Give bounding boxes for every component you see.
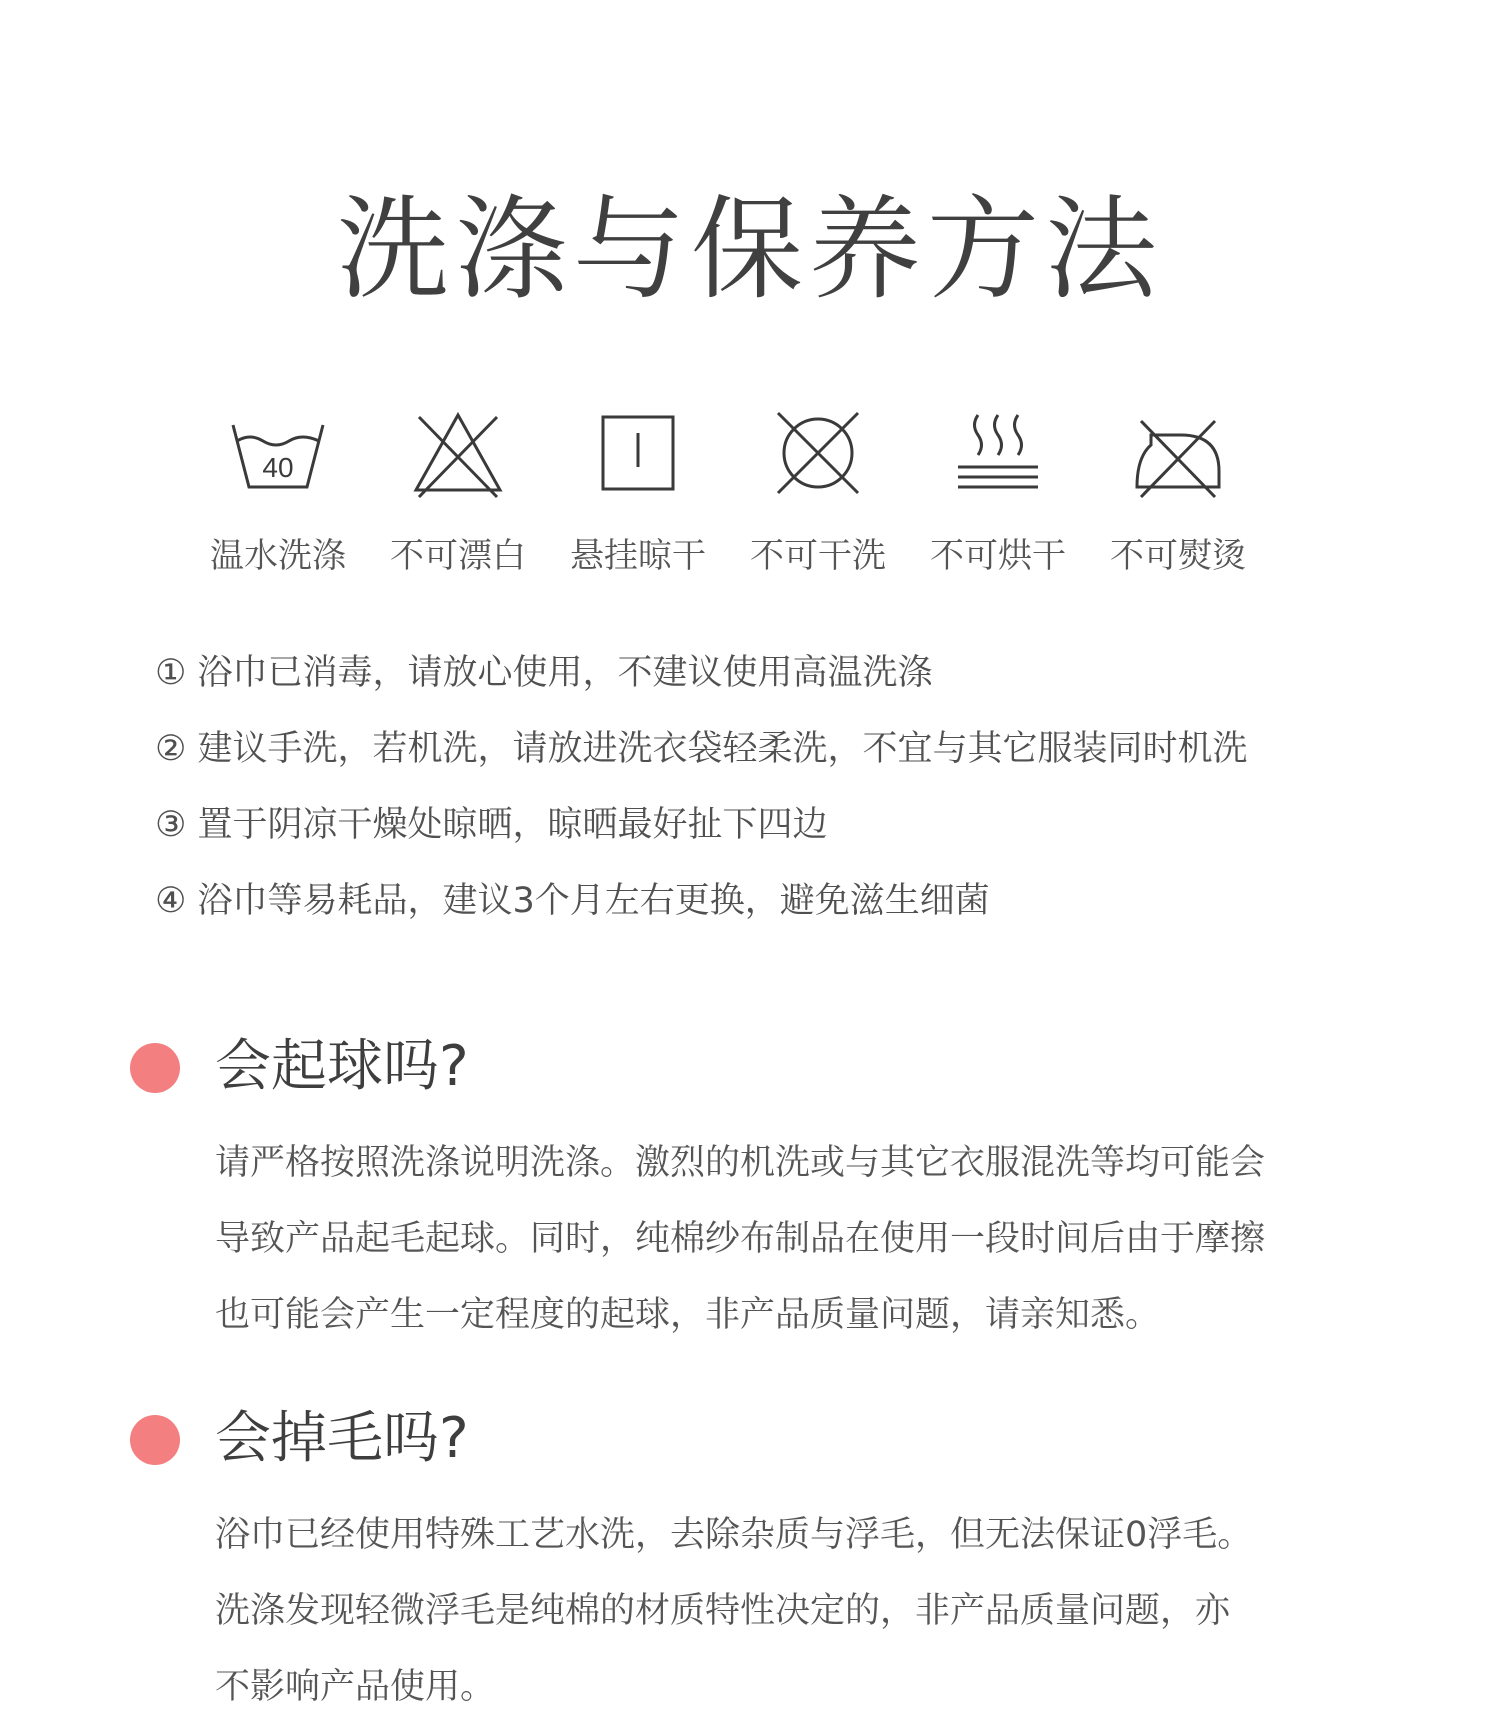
no-bleach-icon xyxy=(403,405,513,505)
faq-answer-line: 导致产品起毛起球。同时，纯棉纱布制品在使用一段时间后由于摩擦 xyxy=(215,1219,1266,1259)
faq-question: 会掉毛吗? xyxy=(215,1406,469,1471)
care-item-warm-wash xyxy=(188,405,368,577)
hang-dry-icon xyxy=(583,405,693,505)
faq-answer xyxy=(215,1497,1375,1725)
no-iron-icon xyxy=(1123,405,1233,505)
note-item: ④ 浴巾等易耗品，建议3个月左右更换，避免滋生细菌 xyxy=(155,881,990,921)
faq-answer-line: 洗涤发现轻微浮毛是纯棉的材质特性决定的，非产品质量问题，亦 xyxy=(215,1591,1231,1631)
page-title: 洗涤与保养方法 xyxy=(337,185,1163,315)
care-label-no-iron: 不可熨烫 xyxy=(1110,536,1246,576)
care-item-no-iron xyxy=(1088,405,1268,577)
no-tumble-dry-icon xyxy=(943,405,1053,505)
bullet-dot-icon xyxy=(130,1415,180,1465)
care-label-no-dry-clean: 不可干洗 xyxy=(750,536,886,576)
care-notes xyxy=(155,652,1455,956)
care-symbols xyxy=(0,405,1500,595)
faq-answer-line: 也可能会产生一定程度的起球，非产品质量问题，请亲知悉。 xyxy=(215,1295,1161,1335)
wash-temp-text: 40 xyxy=(262,452,294,483)
faq-question: 会起球吗? xyxy=(215,1034,469,1099)
care-label-hang-dry: 悬挂晾干 xyxy=(570,536,706,576)
care-label-warm-wash: 温水洗涤 xyxy=(210,536,346,576)
note-item: ① 浴巾已消毒，请放心使用，不建议使用高温洗涤 xyxy=(155,653,933,693)
note-item: ② 建议手洗，若机洗，请放进洗衣袋轻柔洗，不宜与其它服装同时机洗 xyxy=(155,729,1248,769)
care-item-hang-dry xyxy=(548,405,728,577)
no-dry-clean-icon xyxy=(763,405,873,505)
faq-answer xyxy=(215,1125,1375,1353)
bullet-dot-icon xyxy=(130,1043,180,1093)
wash-40-icon xyxy=(223,405,333,505)
care-item-no-dry-clean xyxy=(728,405,908,577)
care-item-no-tumble-dry xyxy=(908,405,1088,577)
faq-answer-line: 请严格按照洗涤说明洗涤。激烈的机洗或与其它衣服混洗等均可能会 xyxy=(215,1143,1266,1183)
faq-answer-line: 浴巾已经使用特殊工艺水洗，去除杂质与浮毛，但无法保证0浮毛。 xyxy=(215,1515,1253,1555)
note-item: ③ 置于阴凉干燥处晾晒，晾晒最好扯下四边 xyxy=(155,805,828,845)
faq-answer-line: 不影响产品使用。 xyxy=(215,1667,496,1707)
care-item-no-bleach xyxy=(368,405,548,577)
care-label-no-bleach: 不可漂白 xyxy=(390,536,526,576)
care-label-no-tumble-dry: 不可烘干 xyxy=(930,536,1066,576)
